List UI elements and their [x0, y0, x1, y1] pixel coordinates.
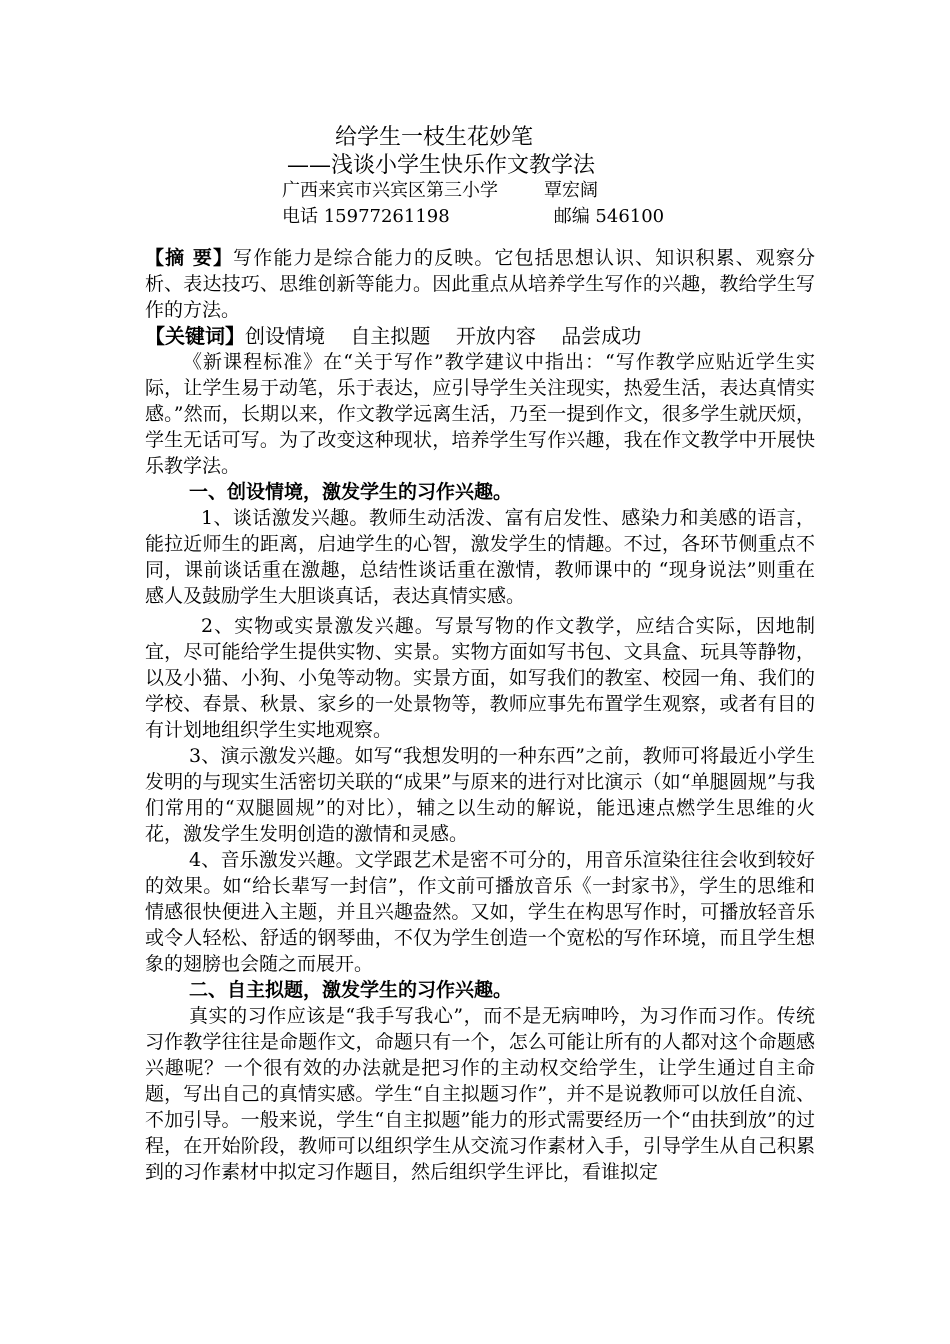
section-1-paragraph-3: 3、演示激发兴趣。如写“我想发明的一种东西”之前，教师可将最近小学生发明的与现实生活密切关联的“成果”与原来的进行对比演示（如“单腿圆规”与我们常用的“双腿圆规”的对比），辅之以生动的解说，能迅速点燃学生思维的火花，激发学生发明创造的激情和灵感。 [145, 745, 815, 845]
abstract-label: 【摘 要】 [145, 247, 234, 269]
keywords-label: 【关键词】 [145, 324, 245, 348]
phone-number: 电话 15977261198 [282, 206, 450, 227]
section-2-paragraph-1: 真实的习作应该是“我手写我心”，而不是无病呻吟，为习作而习作。传统习作教学往往是命题作文，命题只有一个，怎么可能让所有的人都对这个命题感兴趣呢？一个很有效的办法就是把习作的主动权交给学生，让学生通过自主命题，写出自己的真情实感。学生“自主拟题习作”，并不是说教师可以放任自流、不加引导。一般来说，学生“自主拟题”能力的形式需要经历一个“由扶到放”的过程，在开始阶段，教师可以组织学生从交流习作素材入手，引导学生从自己积累到的习作素材中拟定习作题目，然后组织学生评比，看谁拟定 [145, 1005, 815, 1183]
author-school: 广西来宾市兴宾区第三小学 [282, 180, 498, 201]
intro-paragraph: 《新课程标准》在“关于写作”教学建议中指出：“写作教学应贴近学生实际，让学生易于动笔，乐于表达，应引导学生关注现实，热爱生活，表达真情实感。”然而，长期以来，作文教学远离生活，乃至一提到作文，很多学生就厌烦，学生无话可写。为了改变这种现状，培养学生写作兴趣，我在作文教学中开展快乐教学法。 [145, 351, 815, 477]
section-1-paragraph-2: 2、实物或实景激发兴趣。写景写物的作文教学，应结合实际，因地制宜，尽可能给学生提供实物、实景。实物方面如写书包、文具盒、玩具等静物，以及小猫、小狗、小兔等动物。实景方面，如写我们的教室、校园一角、我们的学校、春景、秋景、家乡的一处景物等，教师应事先布置学生观察，或者有目的有计划地组织学生实地观察。 [145, 615, 815, 741]
abstract-text: 写作能力是综合能力的反映。它包括思想认识、知识积累、观察分析、表达技巧、思维创新等能力。因此重点从培养学生写作的兴趣，教给学生写作的方法。 [145, 247, 815, 321]
page-title: 给学生一枝生花妙笔 [335, 125, 534, 150]
abstract-paragraph [145, 245, 815, 323]
keywords-text: 创设情境 自主拟题 开放内容 品尝成功 [245, 324, 642, 348]
article-body [145, 245, 815, 1185]
author-line [282, 176, 598, 202]
contact-line [282, 202, 664, 228]
keywords-paragraph [145, 323, 815, 349]
section-1-paragraph-4: 4、音乐激发兴趣。文学跟艺术是密不可分的，用音乐渲染往往会收到较好的效果。如“给长辈写一封信”，作文前可播放音乐《一封家书》，学生的思维和情感很快便进入主题，并且兴趣盎然。又如，学生在构思写作时，可播放轻音乐或令人轻松、舒适的钢琴曲，不仅为学生创造一个宽松的写作环境，而且学生想象的翅膀也会随之而展开。 [145, 849, 815, 975]
section-1-heading: 一、创设情境，激发学生的习作兴趣。 [189, 481, 513, 503]
postcode: 邮编 546100 [553, 206, 665, 227]
section-2-heading: 二、自主拟题，激发学生的习作兴趣。 [189, 979, 513, 1001]
page-subtitle: ——浅谈小学生快乐作文教学法 [287, 153, 596, 178]
section-1-paragraph-1: 1、谈话激发兴趣。教师生动活泼、富有启发性、感染力和美感的语言，能拉近师生的距离，启迪学生的心智，激发学生的情趣。不过，各环节侧重点不同，课前谈话重在激趣，总结性谈话重在激情，教师课中的 “现身说法”则重在感人及鼓励学生大胆谈真话，表达真情实感。 [145, 507, 815, 607]
author-name: 覃宏阔 [544, 180, 598, 201]
